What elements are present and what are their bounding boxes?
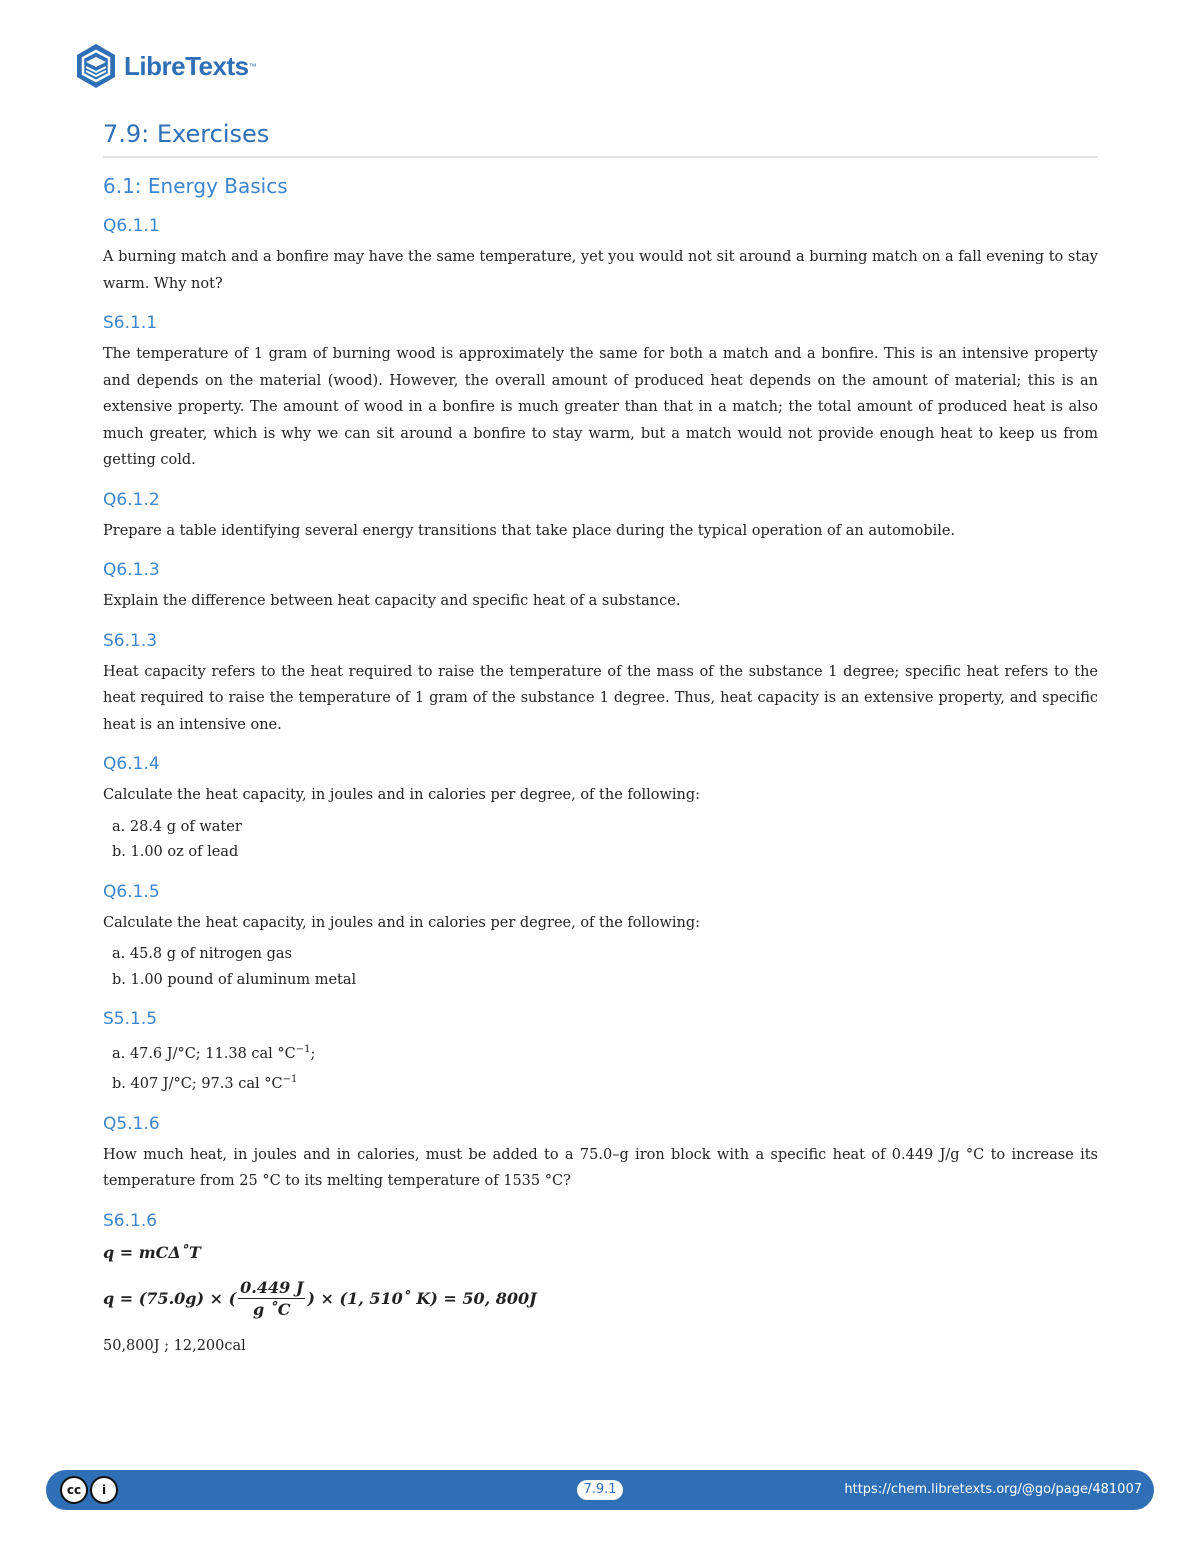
logo-text: LibreTexts	[124, 50, 249, 81]
question-text-q611: A burning match and a bonfire may have the same temperature, yet you would not sit around a burning match on a fall evening to stay warm. Why not?	[103, 249, 1098, 292]
equation-left: q = (75.0g) × (	[103, 1288, 237, 1308]
page-content	[103, 118, 1098, 1359]
question-heading-q613: Q6.1.3	[103, 560, 160, 580]
attribution-icon: i	[90, 1476, 118, 1504]
solution-heading-s613: S6.1.3	[103, 630, 158, 651]
page-title: 7.9: Exercises	[103, 118, 1098, 158]
list-item: a. 28.4 g of water	[112, 818, 242, 835]
question-heading-q611: Q6.1.1	[103, 216, 160, 236]
question-list-q614	[103, 815, 1098, 866]
question-text-q613: Explain the difference between heat capacity and specific heat of a substance.	[103, 593, 681, 609]
list-item: b. 1.00 pound of aluminum metal	[112, 971, 357, 988]
question-text-q516: How much heat, in joules and in calories, must be added to a 75.0–g iron block with a specific heat of 0.449 J/g °C to increase its temperature from 25 °C to its melting temperature of 1535 °C?	[103, 1146, 1098, 1190]
answer-b-text: b. 407 J/°C; 97.3 cal °C	[112, 1076, 283, 1093]
solution-heading-s515: S5.1.5	[103, 1009, 158, 1029]
solution-text-s613: Heat capacity refers to the heat required to raise the temperature of the mass of the substance 1 degree; specific heat refers to the heat required to raise the temperature of 1 gram of the substance 1 degree. Thus, heat capacity is an extensive property, and specific heat is an intensive one.	[103, 663, 1098, 733]
fraction-numerator: 0.449 J	[240, 1277, 304, 1297]
specific-heat-fraction	[238, 1278, 305, 1320]
page-url-link[interactable]: https://chem.libretexts.org/@go/page/481007	[844, 1482, 1142, 1497]
section-heading: 6.1: Energy Basics	[103, 174, 288, 198]
answer-a-exponent: −1	[295, 1044, 311, 1055]
question-heading-q612: Q6.1.2	[103, 489, 160, 510]
solution-heading-s616: S6.1.6	[103, 1210, 158, 1231]
question-list-q615	[103, 942, 1098, 993]
solution-heading-s611: S6.1.1	[103, 313, 158, 333]
answer-a-tail: ;	[310, 1045, 316, 1062]
libretexts-logo[interactable]	[74, 42, 257, 90]
equation-heat-formula: q = mCΔ˚T	[103, 1242, 201, 1262]
list-item: b. 1.00 oz of lead	[112, 844, 239, 860]
final-answer: 50,800J ; 12,200cal	[103, 1337, 246, 1354]
answer-a-text: a. 47.6 J/°C; 11.38 cal °C	[112, 1045, 296, 1062]
solution-list-s515	[103, 1037, 1098, 1098]
cc-license-badge[interactable]	[60, 1476, 120, 1504]
question-heading-q516: Q5.1.6	[103, 1113, 160, 1134]
equation-right: ) × (1, 510˚ K) = 50, 800J	[307, 1288, 537, 1308]
list-item: a. 45.8 g of nitrogen gas	[112, 946, 292, 962]
answer-b-exponent: −1	[282, 1074, 298, 1086]
logo-trademark: ™	[248, 61, 257, 71]
question-heading-q615: Q6.1.5	[103, 881, 160, 902]
question-text-q614: Calculate the heat capacity, in joules and in calories per degree, of the following:	[103, 787, 701, 803]
list-item	[112, 1067, 1098, 1097]
cc-icon: cc	[60, 1476, 88, 1504]
page-number: 7.9.1	[577, 1480, 623, 1500]
list-item	[112, 1037, 1098, 1067]
solution-text-s611: The temperature of 1 gram of burning wood is approximately the same for both a match and a bonfire. This is an intensive property and depends on the material (wood). However, the overall amount of produced heat depends on the amount of material; this is an extensive property. The amount of wood in a bonfire is much greater than that in a match; the total amount of produced heat is also much greater, which is why we can sit around a bonfire to stay warm, but a match would not provide enough heat to keep us from getting cold.	[103, 346, 1098, 468]
libretexts-logo-icon	[74, 42, 118, 90]
page-footer	[46, 1470, 1154, 1510]
question-heading-q614: Q6.1.4	[103, 754, 160, 774]
equation-heat-calculation	[103, 1273, 1098, 1325]
question-text-q612: Prepare a table identifying several energy transitions that take place during the typical operation of an automobile.	[103, 522, 956, 539]
fraction-denominator: g ˚C	[253, 1299, 291, 1319]
question-text-q615: Calculate the heat capacity, in joules and in calories per degree, of the following:	[103, 914, 701, 931]
